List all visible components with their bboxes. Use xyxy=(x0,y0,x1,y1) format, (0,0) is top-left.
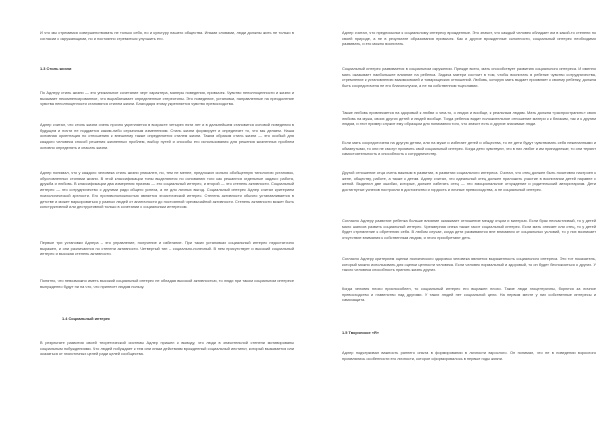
right-paragraph: Когда человек плохо приспособлен, то социальный интерес его выражен плохо. Такие люди эгоцентричны, борются за личное превосходство и главенство над другими. У таких людей нет социальной цели. На первом месте у них собственные интересы и самозащита. xyxy=(342,286,596,303)
left-paragraph: Адлер понимал, что у каждого человека стиль жизни уникален, но, тем не менее, предложил сильно обобщенную типологию установок, обусловленных стилями жизни. В этой классификации типы выделяются по основанию того как решаются отдельные задачи: работа, дружба и любовь. В классификации два измерения признак — это социальный интерес, и второй — это степень активности. Социальный интерес — это сотрудничество с другими ради общего успеха, а не для личных выгод. Социальный интерес Адлер считал критерием психологической зрелости. Его противоположностью является эгоистический интерес. Степень активности обычно устанавливается в детстве и может варьироваться у разных людей от апатичности до постоянной чрезвычайной активности. Степень активности может быть конструктивной или деструктивной только в сочетании с социальным интересом. xyxy=(40,170,294,210)
left-paragraph: Понятно, что невозможно иметь высокий социальный интерес не обладая высокой активностью, то люди при таком социальном интересе вынужденно будут ни на что, что принесет людям пользу. xyxy=(40,278,294,289)
right-paragraph: Согласно Адлеру развитие ребенка больше влияние оказывает отношение между отцом и матерью. Если брак несчастливый, то у детей мало шансов развить социальный интерес. Чрезмерная опека также гасит социальный интерес. Если мать опекает или отец, то у детей будет стремление к обретению себя. В любом случае, когда дети развиваются вне внимания от социальных условий, то у них возникает отсутствие внимания к собственным людям, и этого приобретают деть. xyxy=(342,218,596,241)
left-paragraph: По Адлеру стиль жизни — это уникальное сочетание черт характера, манеры поведения, привычек. Чувство неполноценности и жизни и вызывает некомпенсированное, что вырабатывает определенные стереотипы. Это поведение, установки, направленные на преодоление чувства неполноценности становятся стилем жизни. Благодаря этому укрепляется чувство превосходства. xyxy=(40,90,294,107)
right-paragraph: Адлер считал, что предпосылки к социальному интересу врожденные. Это значит, что каждый человек обладает им в какой-то степени по своей природе, а не в результате образования привычек. Как и другие врожденные склонности, социальный интерес необходимо развивать, и его можно воспитать. xyxy=(342,30,596,47)
right-paragraph: Социальный интерес развивается в социальном окружении. Прежде всего, мать способствует развитию социального интереса. И именно мать оказывает наибольшее влияние на ребенка. Задача матери состоит в том, чтобы воспитать в ребенке чувство сотрудничества, стремление к установлению взаимосвязей и товарищеских отношений. Любовь, которую мать выдает проявляет к своему ребенку, должна быть сосредоточена не его благополучии, а не на собственном тщеславии. xyxy=(342,66,596,89)
right-paragraph: Если мать сосредоточена на другую детям, или на муже и избегает детей и общества, то ее дети будут чувствовать себя нежеланными и обманутыми, то они не смогут проявить свой социальный интерес. Когда дети чувствуют, что в них любят и им принадлежат, то они теряют самостоятельность и способность к сотрудничеству. xyxy=(342,140,596,157)
left-heading: 1.4 Социальный интерес xyxy=(62,316,111,321)
left-paragraph: И что мы стремимся совершенствовать не только себя, но и культуру нашего общества. Иными словами, люди должны жить не только в согласии с окружающими, но и постоянно стремиться улучшить его. xyxy=(40,30,294,41)
left-paragraph: В результате развития своей теоретической системы Адлер пришел к выводу, что люди в значительной степени мотивированы социальным побуждениями. Что людей побуждает к тем или иным действиям врожденный социальный инстинкт, который вызывается или оказаться от эгоистичных целей ради целей сообщества. xyxy=(40,340,294,357)
left-paragraph: Первые три установки Адлера – это управление, получение и избегание. При таких установках социальный интерес недостаточно выражен, и они различаются по степени активности. Четвертый тип – социально-полезный. В нем присутствует и высокий социальный интерес и высокая степень активности. xyxy=(40,240,294,257)
right-heading: 1.5 Творческое «Я» xyxy=(342,330,379,335)
right-paragraph: Согласно Адлеру критерием оценки психического здоровья человека является выраженность социального интереса. Это тот показатель, который можно использовать для оценки ценности человека. Если человек нормальный и здоровый, то он будет беспокоиться о других. У такого человека способность принять жизнь других. xyxy=(342,256,596,273)
right-paragraph: Другой отношение отца очень важным в развитии, в развитии социального интереса. Считал, что отец должен быть позитивно настроен к жене, обществу, работе, а также к детям. Адлер считал, что идеальный отец должен приложить участие в воспитании детей наравне с женой. Выделил две ошибки, которые, должен избегать отец — это эмоциональное отчуждение и родительский авторитаризм. Дети достигнутые успехов построили в достоинство и гордость и личные превосходства, а не социальный интерес. xyxy=(342,170,596,193)
left-paragraph: Адлер считал, что стиль жизни очень прочно укрепляется в возрасте четырех пяти лет и в дальнейшем становится основой поведения в будущем и почти не поддается каким-либо серьезным изменениям. Стиль жизни формирует и определяет то, что мы делаем. Наша основная ориентация по отношению к внешнему также определяется стилем жизни. Таким образом стиль жизни — это особый для каждого человека способ решения жизненных проблем, выбор путей и способы его использования для решения жизненных проблем основно определять и спасать жизни. xyxy=(40,122,294,150)
right-paragraph: Также любовь привлекается на здоровый к любви о чем-то, о людях и вообще, к реальным людям. Мать должна «распространить» свою любовь на мужа, своих других детей и людей вообще. Тогда ребенок видит положительное отношение матери к к близким, так и к другим людям, и этот пример служит ему образцом для понимания того, что значит есть и другие значимые люди. xyxy=(342,110,596,127)
right-paragraph: Адлер подчеркивал важность раннего опыта в формировании в личности взрослого. Он понимал, что не в поведении взрослого проявлялись особенности его личности, которое сформировалось в первые годы жизни. xyxy=(342,350,596,361)
left-heading: 1.3 Стиль жизни xyxy=(40,66,72,71)
